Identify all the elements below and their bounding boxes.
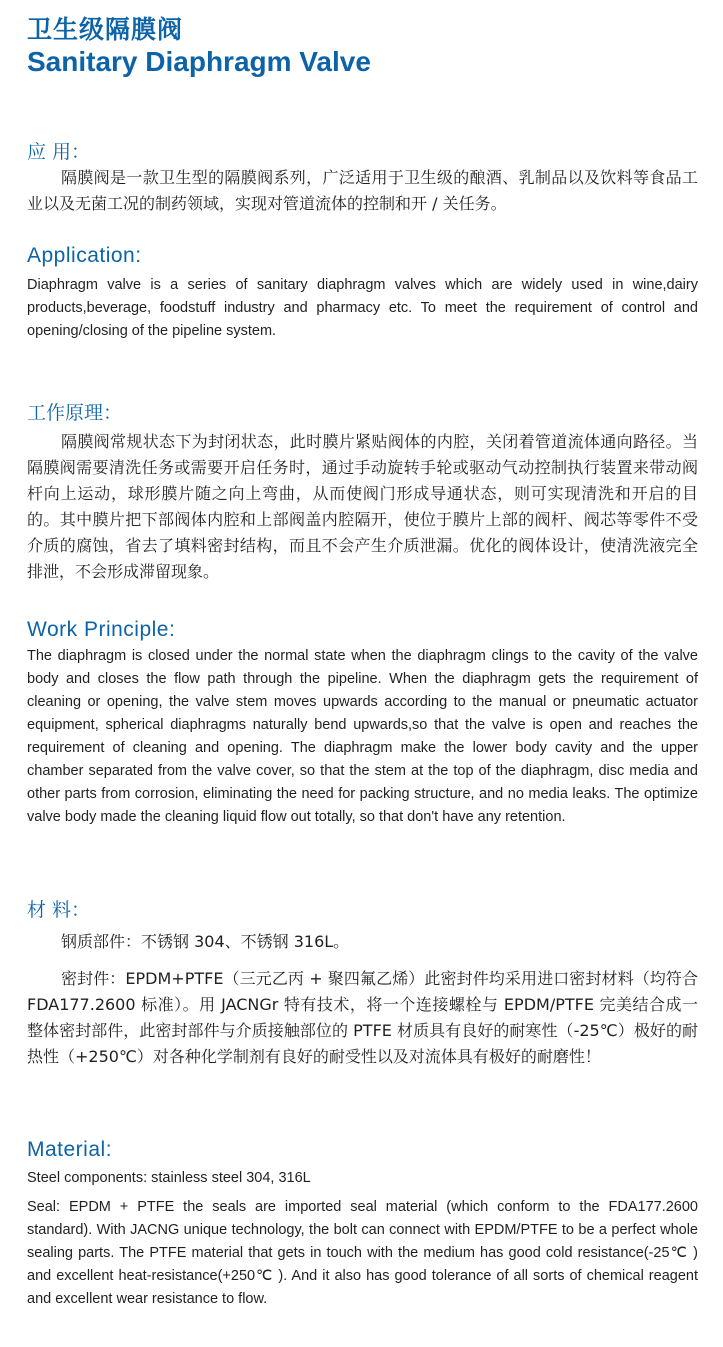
principle-heading-en: Work Principle: bbox=[27, 618, 176, 641]
page-title-cn: 卫生级隔膜阀 bbox=[27, 15, 184, 44]
application-text-en: Diaphragm valve is a series of sanitary diaphragm valves which are widely used in wine,dairy products,beverage, foodstuff industry and pharmacy etc. To meet the requirement of control and opening/closing of the pipeline system. bbox=[27, 277, 698, 339]
material-seal-cn: 密封件：EPDM+PTFE（三元乙丙 + 聚四氟乙烯）此密封件均采用进口密封材料（均符合 FDA177.2600 标准）。用 JACNGr 特有技术，将一个连接螺栓与 EPDM/PTFE 完美结合成一整体密封部件，此密封部件与介质接触部位的 PTFE 材质具有良好的耐寒性（-25℃）极好的耐热性（+250℃）对各种化学制剂有良好的耐受性以及对流体具有极好的耐磨性！ bbox=[27, 969, 698, 1066]
page-title-en: Sanitary Diaphragm Valve bbox=[27, 46, 371, 77]
principle-text-en: The diaphragm is closed under the normal state when the diaphragm clings to the cavity of the valve body and closes the flow path through the pipeline. When the diaphragm gets the requirement of cleaning or opening, the valve stem moves upwards according to the manual or pneumatic actuator equipment, spherical diaphragms naturally bend upwards,so that the valve is open and reaches the requirement of cleaning and opening. The diaphragm make the lower body cavity and the upper chamber separated from the valve cover, so that the stem at the top of the diaphragm, disc media and other parts from corrosion, eliminating the need for packing structure, and no media leaks. The optimize valve body made the cleaning liquid flow out totally, so that don't have any retention. bbox=[27, 648, 698, 825]
principle-heading-cn: 工作原理： bbox=[27, 402, 123, 424]
application-heading-en: Application: bbox=[27, 244, 142, 267]
material-heading-cn: 材 料： bbox=[27, 899, 91, 921]
material-steel-cn: 钢质部件：不锈钢 304、不锈钢 316L。 bbox=[61, 932, 350, 951]
application-text-cn: 隔膜阀是一款卫生型的隔膜阀系列，广泛适用于卫生级的酿酒、乳制品以及饮料等食品工业以及无菌工况的制药领域，实现对管道流体的控制和开 / 关任务。 bbox=[27, 168, 698, 213]
application-heading-cn: 应 用： bbox=[27, 141, 91, 163]
principle-text-cn: 隔膜阀常规状态下为封闭状态，此时膜片紧贴阀体的内腔，关闭着管道流体通向路径。当隔膜阀需要清洗任务或需要开启任务时，通过手动旋转手轮或驱动气动控制执行装置来带动阀杆向上运动，球形膜片随之向上弯曲，从而使阀门形成导通状态，则可实现清洗和开启的目的。其中膜片把下部阀体内腔和上部阀盖内腔隔开，使位于膜片上部的阀杆、阀芯等零件不受介质的腐蚀，省去了填料密封结构，而且不会产生介质泄漏。优化的阀体设计，使清洗液完全排泄，不会形成滞留现象。 bbox=[27, 432, 698, 581]
material-steel-en: Steel components: stainless steel 304, 316L bbox=[27, 1170, 311, 1186]
material-seal-en: Seal: EPDM + PTFE the seals are imported seal material (which conform to the FDA177.2600 standard). With JACNG unique technology, the bolt can connect with EPDM/PTFE to be a perfect whole sealing parts. The PTFE material that gets in touch with the medium has good cold resistance(-25℃ ) and excellent heat-resistance(+250℃ ). And it also has good tolerance of all sorts of chemical reagent and excellent wear resistance to flow. bbox=[27, 1199, 698, 1307]
material-heading-en: Material: bbox=[27, 1138, 113, 1161]
